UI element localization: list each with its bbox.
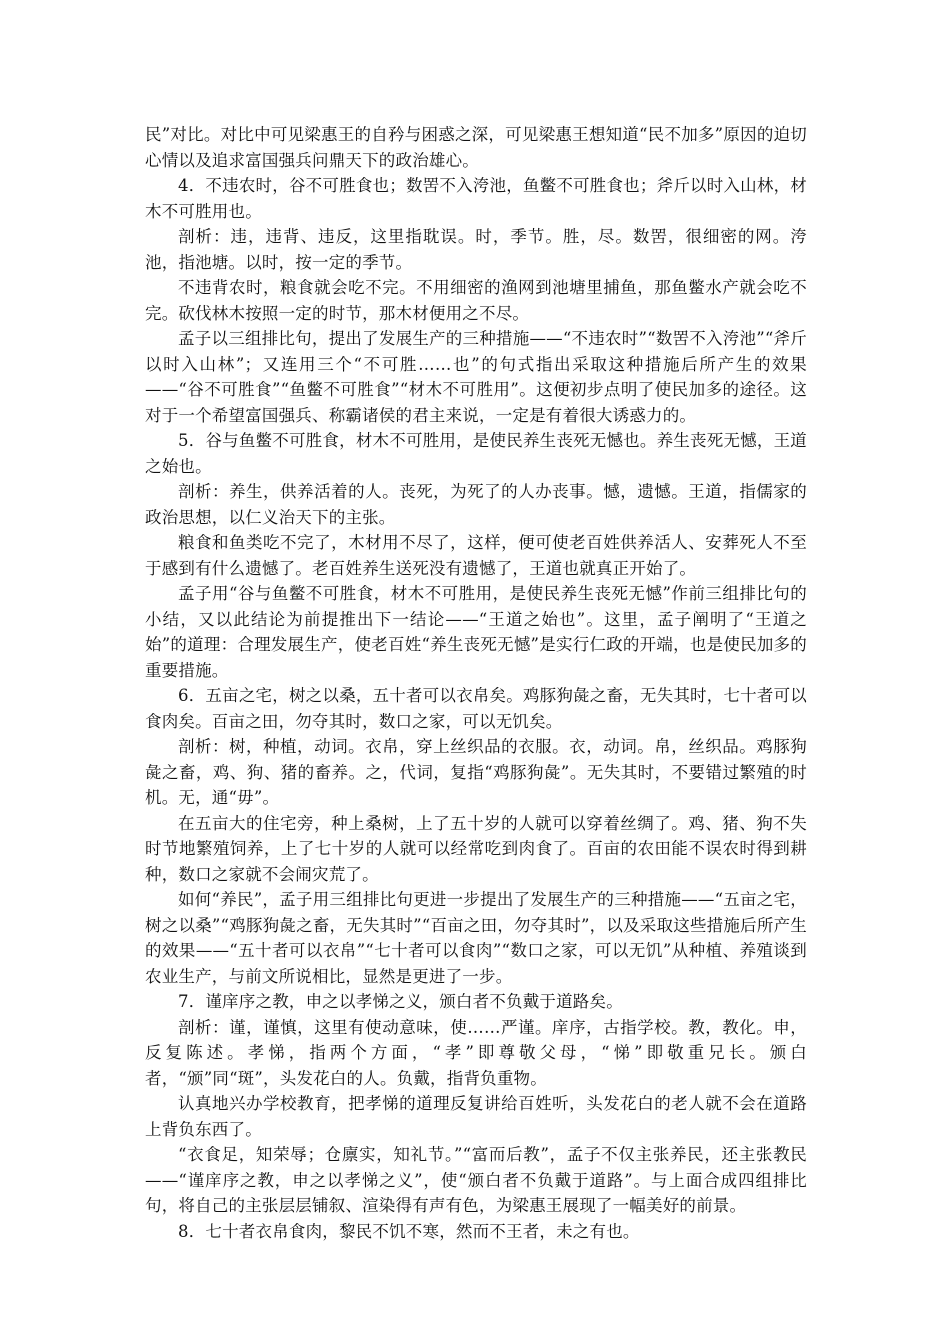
paragraph-18: 8．七十者衣帛食肉，黎民不饥不寒，然而不王者，未之有也。	[178, 1221, 640, 1241]
paragraph-4: 不违背农时，粮食就会吃不完。不用细密的渔网到池塘里捕鱼，那鱼鳖水产就会吃不完。砍伐林木按照一定的时节，那木材便用之不尽。	[145, 278, 807, 323]
paragraph-9: 孟子用“谷与鱼鳖不可胜食，材木不可胜用，是使民养生丧死无憾”作前三组排比句的小结，又以此结论为前提推出下一结论——“王道之始也”。这里，孟子阐明了“王道之始”的道理：合理发展生产，使老百姓“养生丧死无憾”是实行仁政的开端，也是使民加多的重要措施。	[145, 584, 807, 680]
paragraph-1: 民”对比。对比中可见梁惠王的自矜与困惑之深，可见梁惠王想知道“民不加多”原因的迫切心情以及追求富国强兵问鼎天下的政治雄心。	[145, 125, 807, 170]
paragraph-16: 认真地兴办学校教育，把孝悌的道理反复讲给百姓听，头发花白的老人就不会在道路上背负东西了。	[145, 1094, 807, 1139]
paragraph-3: 剖析：违，违背、违反，这里指耽误。时，季节。胜，尽。数罟，很细密的网。洿池，指池塘。以时，按一定的季节。	[145, 227, 807, 272]
paragraph-7: 剖析：养生，供养活着的人。丧死，为死了的人办丧事。憾，遗憾。王道，指儒家的政治思想，以仁义治天下的主张。	[145, 482, 807, 527]
paragraph-11: 剖析：树，种植，动词。衣帛，穿上丝织品的衣服。衣，动词。帛，丝织品。鸡豚狗彘之畜，鸡、狗、猪的畜养。之，代词，复指“鸡豚狗彘”。无失其时，不要错过繁殖的时机。无，通“毋”。	[145, 737, 807, 807]
paragraph-14: 7．谨庠序之教，申之以孝悌之义，颁白者不负戴于道路矣。	[178, 992, 623, 1011]
paragraph-13: 如何“养民”，孟子用三组排比句更进一步提出了发展生产的三种措施——“五亩之宅，树之以桑”“鸡豚狗彘之畜，无失其时”“百亩之田，勿夺其时”，以及采取这些措施后所产生的效果——“五十者可以衣帛”“七十者可以食肉”“数口之家，可以无饥”从种植、养殖谈到农业生产，与前文所说相比，显然是更进了一步。	[145, 890, 807, 986]
document-body	[145, 122, 807, 1244]
paragraph-5: 孟子以三组排比句，提出了发展生产的三种措施——“不违农时”“数罟不入洿池”“斧斤以时入山林”；又连用三个“不可胜……也”的句式指出采取这种措施后所产生的效果——“谷不可胜食”“鱼鳖不可胜食”“材木不可胜用”。这便初步点明了使民加多的途径。这对于一个希望富国强兵、称霸诸侯的君主来说，一定是有着很大诱惑力的。	[145, 329, 807, 425]
paragraph-17: “衣食足，知荣辱；仓廪实，知礼节。”“富而后教”，孟子不仅主张养民，还主张教民——“谨庠序之教，申之以孝悌之义”，使“颁白者不负戴于道路”。与上面合成四组排比句，将自己的主张层层铺叙、渲染得有声有色，为梁惠王展现了一幅美好的前景。	[145, 1145, 807, 1215]
paragraph-15: 剖析：谨，谨慎，这里有使动意味，使……严谨。庠序，古指学校。教，教化。申，反复陈述。孝悌，指两个方面，“孝”即尊敬父母，“悌”即敬重兄长。颁白者，“颁”同“斑”，头发花白的人。负戴，指背负重物。	[145, 1017, 807, 1088]
paragraph-2: 4．不违农时，谷不可胜食也；数罟不入洿池，鱼鳖不可胜食也；斧斤以时入山林，材木不可胜用也。	[145, 176, 807, 221]
paragraph-6: 5．谷与鱼鳖不可胜食，材木不可胜用，是使民养生丧死无憾也。养生丧死无憾，王道之始也。	[145, 431, 807, 476]
paragraph-12: 在五亩大的住宅旁，种上桑树，上了五十岁的人就可以穿着丝绸了。鸡、猪、狗不失时节地繁殖饲养，上了七十岁的人就可以经常吃到肉食了。百亩的农田能不误农时得到耕种，数口之家就不会闹灾荒了。	[145, 813, 807, 884]
paragraph-10: 6．五亩之宅，树之以桑，五十者可以衣帛矣。鸡豚狗彘之畜，无失其时，七十者可以食肉矣。百亩之田，勿夺其时，数口之家，可以无饥矣。	[145, 686, 807, 731]
paragraph-8: 粮食和鱼类吃不完了，木材用不尽了，这样，便可使老百姓供养活人、安葬死人不至于感到有什么遗憾了。老百姓养生送死没有遗憾了，王道也就真正开始了。	[145, 533, 807, 578]
